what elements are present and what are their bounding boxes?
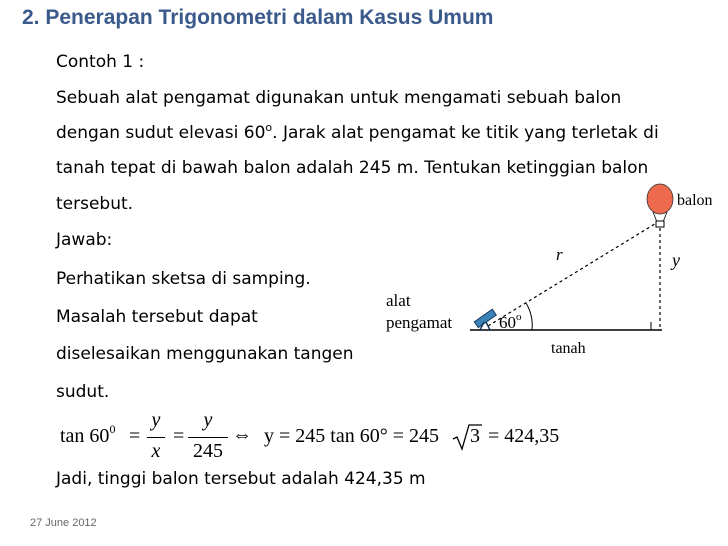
equation-result: = 424,35 bbox=[488, 425, 560, 447]
alat-label: alat bbox=[386, 291, 411, 310]
fraction-2-numerator: y bbox=[203, 409, 213, 431]
r-label: r bbox=[556, 245, 563, 264]
equation-lhs: $\tan 60^0$ bbox=[60, 422, 116, 447]
answer-label: Jawab: bbox=[56, 230, 113, 250]
equation-equals-1: = bbox=[129, 425, 141, 447]
problem-line-3: tanah tepat di bawah balon adalah 245 m. Tentukan ketinggian balon bbox=[56, 158, 649, 178]
y-label: y bbox=[672, 250, 680, 270]
answer-line-3: diselesaikan menggunakan tangen bbox=[56, 344, 354, 364]
sqrt-argument: 3 bbox=[470, 425, 480, 447]
equivalence-symbol: ⇔ bbox=[232, 424, 252, 446]
equation-rhs: y = 245 tan 60° = 245 bbox=[264, 425, 439, 447]
problem-line-4: tersebut. bbox=[56, 194, 134, 214]
observer-device bbox=[474, 309, 496, 330]
answer-line-4: sudut. bbox=[56, 382, 110, 402]
pengamat-label: pengamat bbox=[386, 313, 453, 332]
answer-line-1: Perhatikan sketsa di samping. bbox=[56, 269, 311, 289]
answer-line-2: Masalah tersebut dapat bbox=[56, 307, 258, 327]
fraction-2-denominator: 245 bbox=[193, 440, 223, 462]
equation-equals-2: = bbox=[173, 425, 185, 447]
problem-line-2: dengan sudut elevasi 60$^o$. Jarak alat pengamat ke titik yang terletak di bbox=[56, 121, 659, 143]
balloon bbox=[647, 184, 673, 214]
conclusion: Jadi, tinggi balon tersebut adalah 424,35 m bbox=[56, 469, 426, 489]
fraction-1-numerator: y bbox=[151, 409, 161, 431]
right-angle-marker bbox=[644, 322, 651, 330]
problem-line-1: Sebuah alat pengamat digunakan untuk mengamati sebuah balon bbox=[56, 88, 622, 108]
angle-label: 60$^o$ bbox=[499, 311, 522, 332]
slide-date: 27 June 2012 bbox=[30, 517, 97, 529]
example-label: Contoh 1 : bbox=[56, 52, 145, 72]
balon-label: balon bbox=[677, 192, 713, 209]
balloon-basket bbox=[656, 221, 664, 227]
slide-title: 2. Penerapan Trigonometri dalam Kasus Umum bbox=[22, 6, 494, 29]
tanah-label: tanah bbox=[551, 340, 586, 357]
hypotenuse-line bbox=[488, 222, 658, 326]
fraction-1-denominator: x bbox=[151, 440, 161, 462]
angle-arc bbox=[526, 303, 532, 330]
